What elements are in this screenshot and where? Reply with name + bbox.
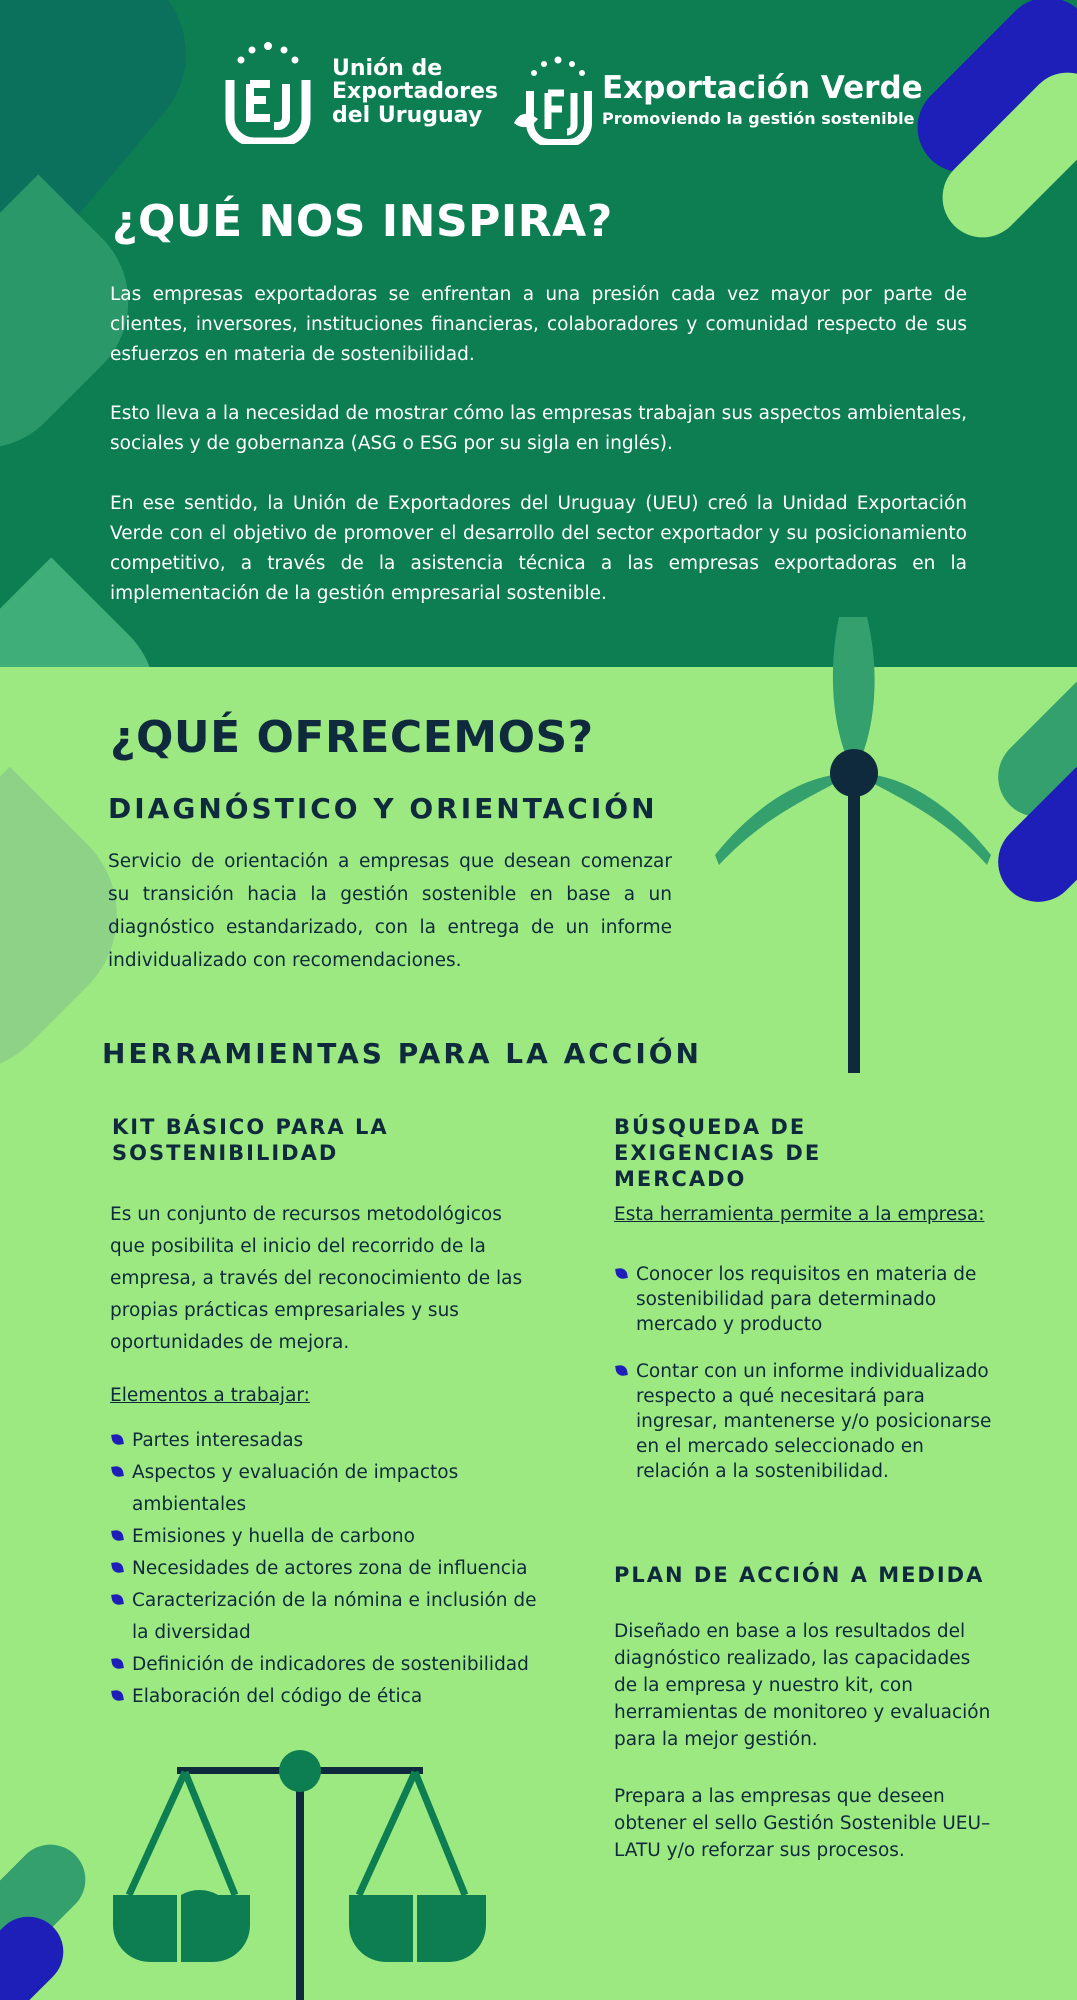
list-item-text: Aspectos y evaluación de impactos ambientales: [132, 1462, 459, 1515]
bullet-leaf-icon: [615, 1267, 628, 1280]
list-item: [110, 1457, 540, 1521]
ev-logo-icon: [512, 55, 592, 145]
inspira-section: [0, 0, 1077, 667]
list-item: [110, 1521, 540, 1553]
diagnostico-title: DIAGNÓSTICO Y ORIENTACIÓN: [108, 792, 658, 825]
bullet-leaf-icon: [111, 1529, 124, 1542]
windmill-icon: [715, 615, 995, 1075]
busqueda-intro: Esta herramienta permite a la empresa:: [614, 1204, 985, 1225]
scale-icon: [105, 1750, 495, 2000]
list-item-text: Partes interesadas: [132, 1430, 304, 1451]
bullet-leaf-icon: [615, 1364, 628, 1377]
herramientas-title: HERRAMIENTAS PARA LA ACCIÓN: [102, 1037, 702, 1070]
kit-elements-label: Elementos a trabajar:: [110, 1385, 310, 1406]
inspira-paragraph-2: Esto lleva a la necesidad de mostrar cómo las empresas trabajan sus aspectos ambientales, sociales y de gobernanza (ASG o ESG por su sigla en inglés).: [110, 403, 967, 454]
kit-elements-list: [110, 1425, 540, 1713]
ueu-logo-line2: Exportadores: [332, 79, 499, 105]
inspira-paragraph-1: Las empresas exportadoras se enfrentan a una presión cada vez mayor por parte de clientes, inversores, instituciones financieras, colaboradores y comunidad respecto de sus esfuerzos en materia de sostenibilidad.: [110, 284, 967, 365]
kit-title: KIT BÁSICO PARA LA SOSTENIBILIDAD: [112, 1115, 389, 1165]
list-item: [110, 1681, 540, 1713]
list-item: [110, 1425, 540, 1457]
ev-logo-title: Exportación Verde: [602, 70, 923, 107]
bullet-leaf-icon: [111, 1593, 124, 1606]
bullet-leaf-icon: [111, 1433, 124, 1446]
plan-text-1: Diseñado en base a los resultados del diagnóstico realizado, las capacidades de la empresa y nuestro kit, con herramientas de monitoreo y evaluación para la mejor gestión.: [614, 1621, 991, 1750]
diagnostico-text: Servicio de orientación a empresas que desean comenzar su transición hacia la gestión sostenible en base a un diagnóstico estandarizado, con la entrega de un informe individualizado con recomendaciones.: [108, 851, 672, 971]
list-item: [110, 1649, 540, 1681]
ueu-logo: [224, 40, 498, 144]
bullet-leaf-icon: [111, 1657, 124, 1670]
inspira-title: ¿QUÉ NOS INSPIRA?: [112, 196, 613, 247]
list-item-text: Caracterización de la nómina e inclusión de la diversidad: [132, 1590, 537, 1643]
ofrecemos-title: ¿QUÉ OFRECEMOS?: [110, 712, 594, 763]
list-item: [110, 1585, 540, 1649]
list-item-text: Contar con un informe individualizado respecto a qué necesitará para ingresar, mantenerse y/o posicionarse en el mercado seleccionado en relación a la sostenibilidad.: [636, 1361, 992, 1482]
list-item: [614, 1359, 994, 1484]
ueu-logo-line3: del Uruguay: [332, 102, 483, 128]
busqueda-title: BÚSQUEDA DE EXIGENCIAS DE MERCADO: [614, 1115, 822, 1191]
inspira-paragraph-3: En ese sentido, la Unión de Exportadores del Uruguay (UEU) creó la Unidad Exportación Verde con el objetivo de promover el desarrollo del sector exportador y su posicionamiento competitivo, a través de la asistencia técnica a las empresas exportadoras en la implementación de la gestión empresarial sostenible.: [110, 493, 967, 604]
plan-title: PLAN DE ACCIÓN A MEDIDA: [614, 1563, 985, 1587]
list-item-text: Definición de indicadores de sostenibilidad: [132, 1654, 529, 1675]
list-item-text: Elaboración del código de ética: [132, 1686, 423, 1707]
ueu-logo-line1: Unión de: [332, 56, 443, 82]
ev-logo: [512, 55, 923, 145]
kit-text: Es un conjunto de recursos metodológicos que posibilita el inicio del recorrido de la empresa, a través del reconocimiento de las propias prácticas empresariales y sus oportunidades de mejora.: [110, 1204, 523, 1353]
list-item-text: Necesidades de actores zona de influencia: [132, 1558, 528, 1579]
ueu-logo-icon: [224, 40, 312, 144]
list-item-text: Emisiones y huella de carbono: [132, 1526, 415, 1547]
list-item: [614, 1262, 994, 1337]
bullet-leaf-icon: [111, 1465, 124, 1478]
plan-text-2: Prepara a las empresas que deseen obtener el sello Gestión Sostenible UEU–LATU y/o reforzar sus procesos.: [614, 1786, 991, 1861]
ev-logo-subtitle: Promoviendo la gestión sostenible: [602, 108, 915, 128]
list-item: [110, 1553, 540, 1585]
bullet-leaf-icon: [111, 1689, 124, 1702]
bullet-leaf-icon: [111, 1561, 124, 1574]
list-item-text: Conocer los requisitos en materia de sostenibilidad para determinado mercado y producto: [636, 1264, 977, 1335]
busqueda-list: [614, 1262, 994, 1484]
